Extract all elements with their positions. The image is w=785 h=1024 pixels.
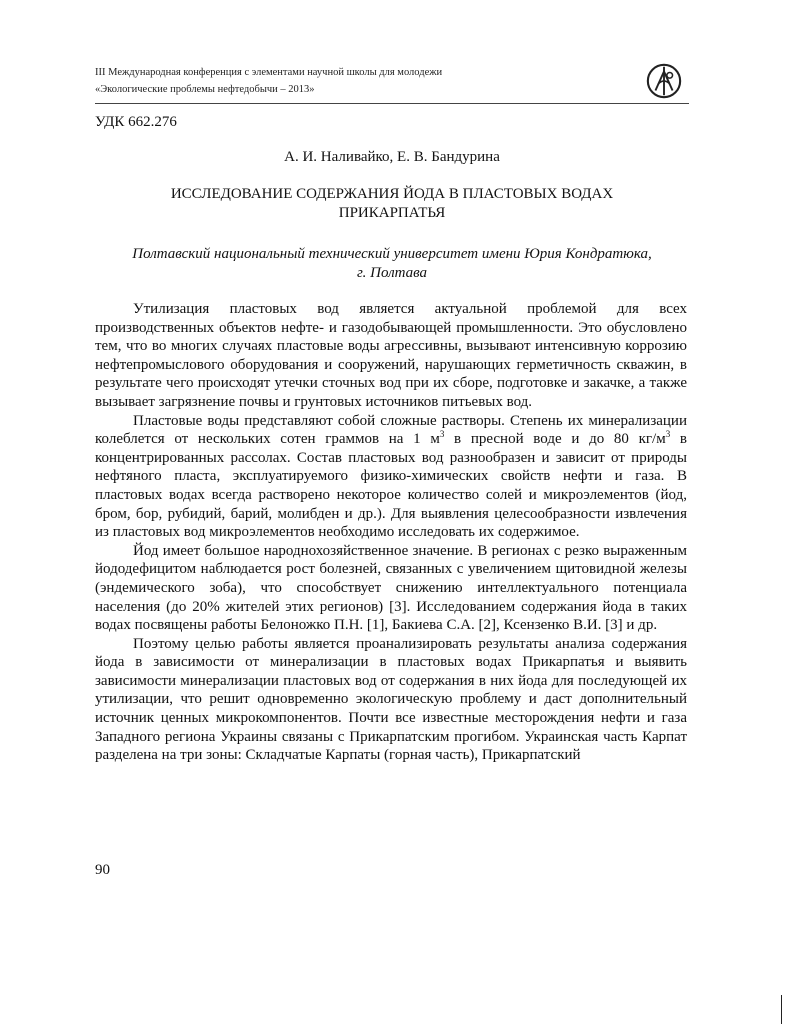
body-text [95, 300, 687, 765]
header-line-2: «Экологические проблемы нефтедобычи – 2013» [95, 84, 315, 95]
page-number: 90 [95, 862, 110, 878]
paper-title [95, 185, 689, 223]
superscript-cubic-2: 3 [665, 429, 671, 440]
affiliation-line-1: Полтавский национальный технический университет имени Юрия Кондратюка, [132, 246, 652, 262]
udk-code: УДК 662.276 [95, 114, 177, 130]
paragraph-2-part-b: в пресной воде и до 80 кг/м [444, 431, 666, 448]
superscript-cubic-1: 3 [439, 429, 445, 440]
paragraph-4: Поэтому целью работы является проанализировать результаты анализа содержания йода в зависимости от минерализации в пластовых водах Прикарпатья и выявить зависимости минерализации пластовых вод от содержания в них йода для последующей их утилизации, что решит одновременно экологическую проблему и даст дополнительный источник ценных микрокомпонентов. Почти все известные месторождения нефти и газа Западного региона Украины связаны с Прикарпатским прогибом. Украинская часть Карпат разделена на три зоны: Складчатые Карпаты (горная часть), Прикарпатский [95, 635, 687, 764]
scan-edge-mark [781, 995, 782, 1024]
affiliation [95, 245, 689, 283]
conference-logo-icon [645, 62, 683, 100]
paragraph-2 [95, 412, 687, 542]
affiliation-line-2: г. Полтава [356, 265, 428, 281]
title-line-1: ИССЛЕДОВАНИЕ СОДЕРЖАНИЯ ЙОДА В ПЛАСТОВЫХ ВОДАХ [170, 186, 614, 202]
header-line-1: III Международная конференция с элементами научной школы для молодежи [95, 67, 443, 78]
paragraph-2-part-a: Пластовые воды представляют собой сложные растворы. Степень их минерализации колеблется от нескольких сотен граммов на 1 м [95, 412, 687, 448]
paragraph-2-part-c: в концентрированных рассолах. Состав пластовых вод разнообразен и зависит от природы нефтяного пласта, эксплуатируемого физико-химических свойств нефти и газа. В пластовых водах всегда растворено некоторое количество солей и микроэлементов (йод, бром, бор, рубидий, барий, молибден и др.). Для выявления целесообразности извлечения из пластовых вод микроэлементов необходимо исследовать их содержимое. [95, 431, 687, 541]
paragraph-3: Йод имеет большое народнохозяйственное значение. В регионах с резко выраженным йододефицитом наблюдается рост болезней, связанных с увеличением щитовидной железы (эндемического зоба), что способствует снижению интеллектуального потенциала населения (до 20% жителей этих регионов) [3]. Исследованием содержания йода в таких водах посвящены работы Белоножко П.Н. [1], Бакиева С.А. [2], Ксензенко В.И. [3] и др. [95, 542, 687, 634]
authors: А. И. Наливайко, Е. В. Бандурина [284, 149, 500, 165]
paragraph-1: Утилизация пластовых вод является актуальной проблемой для всех производственных объектов нефте- и газодобывающей промышленности. Это обусловлено тем, что во многих случаях пластовые воды агрессивны, вызывают интенсивную коррозию нефтепромыслового оборудования и сооружений, нарушающих герметичность скважин, в результате чего происходят утечки сточных вод при их сборе, подготовке и закачке, а также вызывает загрязнение почвы и грунтовых источников питьевых вод. [95, 301, 687, 410]
title-line-2: ПРИКАРПАТЬЯ [338, 205, 446, 221]
header-divider [95, 103, 689, 104]
running-header [95, 64, 615, 98]
